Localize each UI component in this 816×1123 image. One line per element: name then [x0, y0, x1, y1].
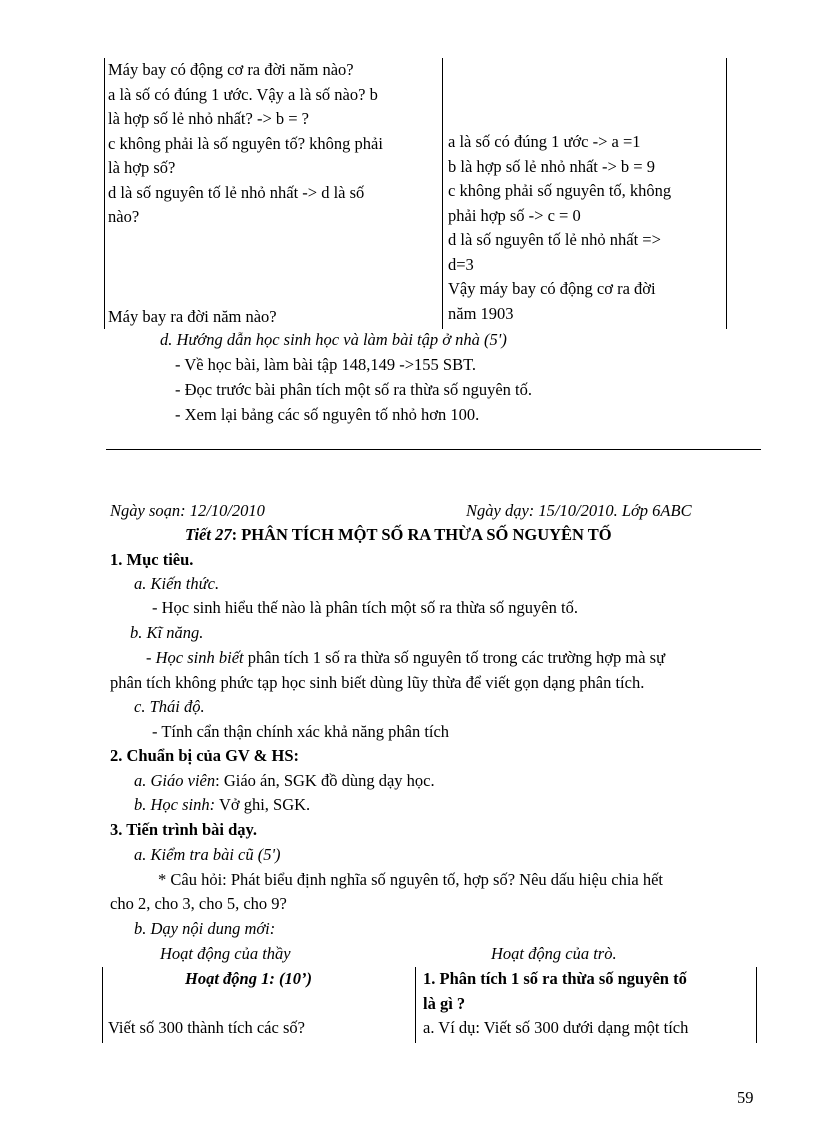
student-text: a. Ví dụ: Viết số 300 dưới dạng một tích: [423, 1018, 689, 1037]
bottom-table-middle-border: [415, 967, 416, 1043]
top-right-line: a là số có đúng 1 ước -> a =1: [448, 132, 641, 151]
subsection-heading: a. Kiểm tra bài cũ (5'): [134, 845, 281, 864]
top-left-line: là hợp số lẻ nhỏ nhất? -> b = ?: [108, 109, 309, 128]
top-left-line: Máy bay có động cơ ra đời năm nào?: [108, 60, 354, 79]
bottom-table-left-border: [102, 967, 103, 1043]
paragraph: phân tích không phức tạp học sinh biết dùng lũy thừa để viết gọn dạng phân tích.: [110, 673, 645, 692]
paragraph: * Câu hỏi: Phát biểu định nghĩa số nguyên tố, hợp số? Nêu dấu hiệu chia hết: [158, 870, 664, 889]
top-left-line: a là số có đúng 1 ước. Vậy a là số nào? b: [108, 84, 378, 104]
label-student: b. Học sinh:: [134, 795, 216, 814]
paragraph: cho 2, cho 3, cho 5, cho 9?: [110, 894, 287, 913]
paragraph: - Học sinh hiểu thế nào là phân tích một số ra thừa số nguyên tố.: [152, 598, 578, 617]
top-left-line: là hợp số?: [108, 158, 176, 177]
subsection-heading: a. Kiến thức.: [134, 574, 220, 593]
paragraph-text: : Giáo án, SGK đồ dùng dạy học.: [215, 771, 435, 790]
column-header-student: Hoạt động của trò.: [491, 944, 617, 963]
top-right-line: d là số nguyên tố lẻ nhỏ nhất =>: [448, 230, 661, 249]
section-heading: 1. Mục tiêu.: [110, 550, 194, 569]
top-left-line: d là số nguyên tố lẻ nhỏ nhất -> d là số: [108, 182, 365, 202]
paragraph-italic: - Học sinh biết: [146, 648, 244, 667]
activity-text: Viết số 300 thành tích các số?: [108, 1018, 305, 1037]
subsection-heading: c. Thái độ.: [134, 697, 205, 716]
homework-item: - Về học bài, làm bài tập 148,149 ->155 SBT.: [175, 355, 477, 374]
top-left-last-line: Máy bay ra đời năm nào?: [108, 307, 277, 326]
homework-heading: d. Hướng dẫn học sinh học và làm bài tập ở nhà (5'): [160, 330, 507, 349]
student-heading: là gì ?: [423, 994, 466, 1013]
top-table-left-cell: [108, 58, 383, 230]
paragraph: - Tính cẩn thận chính xác khả năng phân tích: [152, 722, 450, 741]
top-right-line: Vậy máy bay có động cơ ra đời: [448, 279, 656, 298]
homework-item: - Xem lại bảng các số nguyên tố nhỏ hơn 100.: [175, 405, 480, 424]
paragraph-text: phân tích 1 số ra thừa số nguyên tố trong các trường hợp mà sự: [243, 648, 666, 667]
date-prepared: Ngày soạn: 12/10/2010: [110, 501, 265, 520]
column-header-teacher: Hoạt động của thầy: [160, 944, 291, 963]
lesson-title-number: Tiết 27: [185, 525, 232, 544]
lesson-title-text: : PHÂN TÍCH MỘT SỐ RA THỪA SỐ NGUYÊN TỐ: [231, 525, 612, 544]
date-taught: Ngày dạy: 15/10/2010. Lớp 6ABC: [466, 501, 692, 520]
top-table-right-border: [726, 58, 727, 329]
lesson-title: [185, 525, 612, 545]
page-number: 59: [737, 1088, 754, 1107]
label-teacher: a. Giáo viên: [134, 771, 216, 790]
top-table-right-cell: [448, 130, 671, 326]
top-right-line: phải hợp số -> c = 0: [448, 205, 581, 225]
paragraph: [134, 795, 310, 815]
top-table-middle-border: [442, 58, 443, 329]
paragraph: [134, 771, 435, 791]
subsection-heading: b. Dạy nội dung mới:: [134, 919, 276, 938]
homework-item: - Đọc trước bài phân tích một số ra thừa số nguyên tố.: [175, 380, 532, 399]
paragraph-text: Vở ghi, SGK.: [215, 795, 311, 814]
section-heading: 3. Tiến trình bài dạy.: [110, 820, 258, 839]
top-left-line: c không phải là số nguyên tố? không phải: [108, 133, 383, 153]
section-heading: 2. Chuẩn bị của GV & HS:: [110, 746, 300, 765]
top-right-line: b là hợp số lẻ nhỏ nhất -> b = 9: [448, 156, 655, 176]
paragraph: [146, 648, 665, 668]
activity-heading: Hoạt động 1: (10’): [185, 969, 312, 988]
subsection-heading: b. Kĩ năng.: [130, 623, 204, 642]
top-right-line: d=3: [448, 254, 474, 274]
top-right-line: năm 1903: [448, 303, 514, 323]
top-right-line: c không phải số nguyên tố, không: [448, 181, 672, 200]
student-heading: 1. Phân tích 1 số ra thừa số nguyên tố: [423, 969, 687, 988]
top-table-left-border: [104, 58, 105, 329]
section-divider: [106, 449, 761, 450]
top-left-line: nào?: [108, 207, 140, 226]
bottom-table-right-border: [756, 967, 757, 1043]
